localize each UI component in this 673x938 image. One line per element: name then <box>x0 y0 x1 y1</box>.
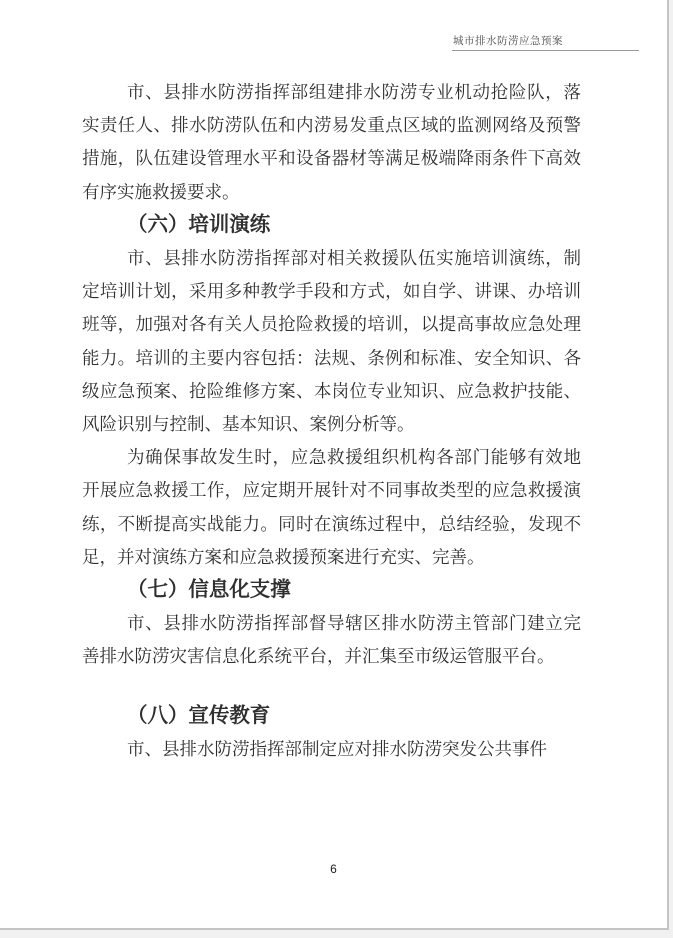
paragraph: 市、县排水防涝指挥部督导辖区排水防涝主管部门建立完善排水防涝灾害信息化系统平台，并汇集至市级运管服平台。 <box>82 613 581 667</box>
header-title: 城市排水防涝应急预案 <box>453 36 563 47</box>
page-header <box>0 33 667 53</box>
paragraph: 市、县排水防涝指挥部制定应对排水防涝突发公共事件 <box>127 738 547 759</box>
page-number: 6 <box>330 862 337 876</box>
page-footer <box>0 860 667 878</box>
section-heading: （七）信息化支撑 <box>127 579 291 602</box>
paragraph: 市、县排水防涝指挥部对相关救援队伍实施培训演练，制定培训计划，采用多种教学手段和方式，如自学、讲课、办培训班等，加强对各有关人员抢险救援的培训，以提高事故应急处理能力。培训的主要内容包括：法规、条例和标准、安全知识、各级应急预案、抢险维修方案、本岗位专业知识、应急救护技能、风险识别与控制、基本知识、案例分析等。 <box>82 248 581 435</box>
header-rule <box>452 50 639 51</box>
section-heading: （六）培训演练 <box>127 213 271 236</box>
paragraph: 市、县排水防涝指挥部组建排水防涝专业机动抢险队，落实责任人、排水防涝队伍和内涝易发重点区域的监测网络及预警措施，队伍建设管理水平和设备器材等满足极端降雨条件下高效有序实施救援要求。 <box>82 82 581 202</box>
document-body <box>82 76 581 766</box>
paragraph: 为确保事故发生时，应急救援组织机构各部门能够有效地开展应急救援工作，应定期开展针对不同事故类型的应急救援演练，不断提高实战能力。同时在演练过程中，总结经验，发现不足，并对演练方案和应急救援预案进行充实、完善。 <box>82 447 581 567</box>
section-heading: （八）宣传教育 <box>127 704 271 727</box>
